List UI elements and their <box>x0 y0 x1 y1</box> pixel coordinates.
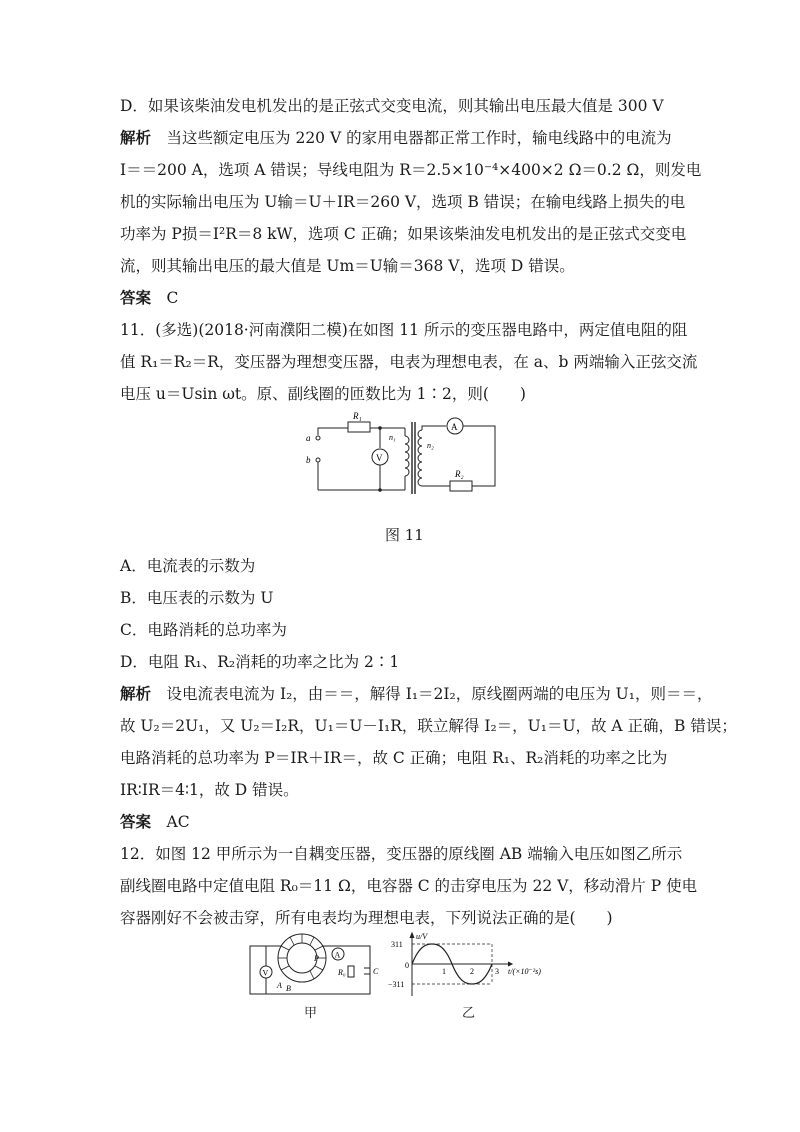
text-line: 容器刚好不会被击穿，所有电表均为理想电表，下列说法正确的是( ) <box>120 909 613 927</box>
y-max-label: 311 <box>391 940 403 949</box>
text-line: I＝＝200 A，选项 A 错误；导线电阻为 R＝2.5×10⁻⁴×400×2 Ω＝0.2 Ω，则发电 <box>120 161 702 179</box>
figure-11-circuit <box>300 410 510 500</box>
r2-label: R₂ <box>455 469 464 479</box>
figure-12-left-caption: 甲 <box>304 1006 318 1021</box>
n1-label: n₁ <box>389 433 396 442</box>
a-terminal-label: a <box>306 433 311 443</box>
text-line: 电路消耗的总功率为 P＝IR＋IR＝，故 C 正确；电阻 R₁、R₂消耗的功率之比为 <box>120 749 668 767</box>
answer-label: 答案 <box>120 288 152 307</box>
n2-label: n₂ <box>427 441 434 450</box>
b-terminal-label: b <box>306 455 311 465</box>
text-line: 功率为 P损＝I²R＝8 kW，选项 C 正确；如果该柴油发电机发出的是正弦式交变电 <box>120 225 687 243</box>
figure-12-right-caption: 乙 <box>462 1006 476 1021</box>
analysis-label: 解析 <box>120 684 152 703</box>
t1-label: 1 <box>442 967 446 976</box>
f12-b-label: B <box>286 984 291 993</box>
f12-voltmeter-label: V <box>262 968 269 978</box>
answer-label: 答案 <box>120 812 152 831</box>
answer-line: 答案 C <box>120 288 179 307</box>
figure-11-caption: 图 11 <box>385 526 424 544</box>
question-12-line: 12．如图 12 甲所示为一自耦变压器，变压器的原线圈 AB 端输入电压如图乙所示 <box>120 845 683 863</box>
figure-12-waveform <box>384 928 574 1000</box>
text-line: 副线圈电路中定值电阻 R₀＝11 Ω，电容器 C 的击穿电压为 22 V，移动滑片 P 使电 <box>120 877 698 895</box>
answer-line: 答案 AC <box>120 812 190 831</box>
origin-label: 0 <box>405 961 409 970</box>
voltmeter-label: V <box>376 453 383 463</box>
f12-ammeter-label: A <box>334 950 341 960</box>
figure-12-autotransformer <box>240 928 390 1000</box>
ammeter-label: A <box>451 422 458 432</box>
f12-p-label: P <box>314 954 319 963</box>
analysis-label: 解析 <box>120 128 152 147</box>
text-line: D．如果该柴油发电机发出的是正弦式交变电流，则其输出电压最大值是 300 V <box>120 97 664 115</box>
r1-label: R₁ <box>353 411 362 421</box>
text-line: 故 U₂＝2U₁，又 U₂＝I₂R，U₁＝U－I₁R，联立解得 I₂＝，U₁＝U，故 A 正确，B 错误； <box>120 717 737 735</box>
x-axis-label: t/(×10⁻²s) <box>508 967 541 976</box>
question-11-line: 11．(多选)(2018·河南濮阳二模)在如图 11 所示的变压器电路中，两定值电阻的阻 <box>120 321 688 339</box>
f12-c-label: C <box>373 967 379 976</box>
f12-a-label: A <box>277 981 282 990</box>
t3-label: 3 <box>495 967 499 976</box>
text-line: 流，则其输出电压的最大值是 Um＝U输＝368 V，选项 D 错误。 <box>120 257 575 275</box>
text-line: IR∶IR＝4∶1，故 D 错误。 <box>120 781 299 799</box>
analysis-line: 解析 当这些额定电压为 220 V 的家用电器都正常工作时，输电线路中的电流为 <box>120 128 672 147</box>
text-line: 电压 u＝Usin ωt。原、副线圈的匝数比为 1∶2，则( ) <box>120 385 526 403</box>
option-a: A．电流表的示数为 <box>120 557 256 575</box>
text-line: 值 R₁＝R₂＝R，变压器为理想变压器，电表为理想电表，在 a、b 两端输入正弦交流 <box>120 353 698 371</box>
option-b: B．电压表的示数为 U <box>120 589 274 607</box>
f12-r0-label: R₀ <box>338 968 346 977</box>
text-line: 机的实际输出电压为 U输＝U＋IR＝260 V，选项 B 错误；在输电线路上损失的电 <box>120 193 686 211</box>
option-c: C．电路消耗的总功率为 <box>120 621 287 639</box>
option-d: D．电阻 R₁、R₂消耗的功率之比为 2∶1 <box>120 653 400 671</box>
y-axis-label: u/V <box>416 932 428 941</box>
analysis-line: 解析 设电流表电流为 I₂，由＝＝，解得 I₁＝2I₂，原线圈两端的电压为 U₁，则＝＝， <box>120 684 713 703</box>
y-min-label: −311 <box>388 980 405 989</box>
t2-label: 2 <box>470 967 474 976</box>
